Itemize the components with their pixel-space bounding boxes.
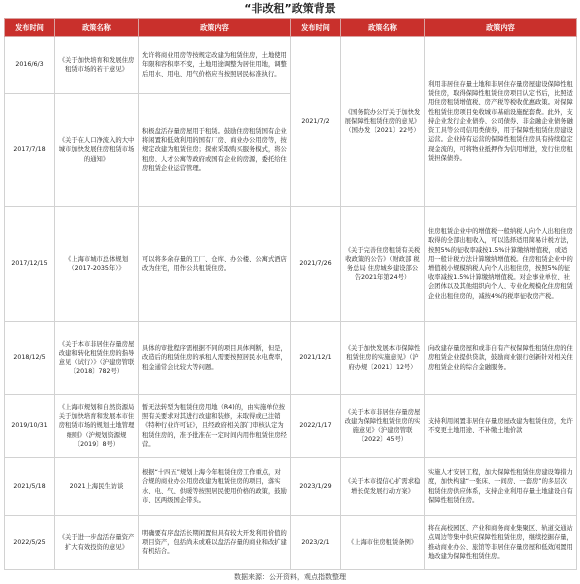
header-right-date: 发布时间 bbox=[291, 19, 341, 37]
right-name-cell: 《关于加快发展本市保障性租赁住房的实施意见》（沪府办规〔2021〕12号） bbox=[341, 322, 425, 395]
header-right-content: 政策内容 bbox=[425, 19, 577, 37]
left-content-cell: 允许将商业用房等按规定改建为租赁住房，土地使用年限和容积率不变，土地用途调整为居住用地，调整后用水、用电、用气价格应当按照居民标准执行。 bbox=[139, 37, 291, 94]
right-date-cell: 2023/1/29 bbox=[291, 458, 341, 516]
left-name-cell: 《关于本市非居住存量房屋改建和转化租赁住房的指导意见（试行）》（沪建房管联〔2018〕782号） bbox=[55, 322, 139, 395]
left-content-cell: 具体的审批程序需根据不同的项目具体判断，但是，改造后的租赁住房的承租人需要按照居民水电费率，租金通常会比较大等问题。 bbox=[139, 322, 291, 395]
table-row bbox=[5, 458, 577, 516]
right-content-cell: 实施人才安居工程，加大保障性租赁住房建设筹措力度，加快构建“一张床、一间房、一套房”的多层次租赁住房供应体系，支持企业利用存量土地建设自有保障性租赁住房。 bbox=[425, 458, 577, 516]
header-right-name: 政策名称 bbox=[341, 19, 425, 37]
right-content-cell: 向改建存量房屋和或非自有产权保障性租赁住房的住房租赁企业提供贷款，鼓励商业银行创新针对相关住房租赁企业的综合金融服务。 bbox=[425, 322, 577, 395]
table-row bbox=[5, 207, 577, 322]
right-content-cell: 支持利用闲置非居住存量房屋改建为租赁住房，允许不变更土地用途、不补缴土地价款 bbox=[425, 395, 577, 458]
left-name-cell: 《上海市规划和自然资源局关于加快培育和发展本市住房租赁市场的规划土地管理细则》（沪规划资源规〔2019〕8号） bbox=[55, 395, 139, 458]
right-date-cell: 2021/7/2 bbox=[291, 37, 341, 207]
right-name-cell: 《关于完善住房租赁有关税收政策的公告》（财政部 税务总局 住房城乡建设部公告2021年第24号） bbox=[341, 207, 425, 322]
left-name-cell: 《关于在人口净流入的大中城市加快发展住房租赁市场的通知》 bbox=[55, 94, 139, 207]
policy-table bbox=[4, 18, 577, 570]
left-date-cell: 2021/5/18 bbox=[5, 458, 55, 516]
header-left-content: 政策内容 bbox=[139, 19, 291, 37]
right-date-cell: 2021/12/1 bbox=[291, 322, 341, 395]
document-title: “非改租”政策背景 bbox=[244, 2, 336, 15]
left-date-cell: 2019/10/31 bbox=[5, 395, 55, 458]
table-header-row bbox=[5, 19, 577, 37]
left-content-cell: 暂无法转型为租赁住房用地（R4)的，由实施单位按照有关要求对其进行改建和装修，未取得或已注销《特种行业许可证》，且经政府相关部门审核认定为租赁住房的，准予批准在一定时间内用作租赁住房经营。 bbox=[139, 395, 291, 458]
left-date-cell: 2017/7/18 bbox=[5, 94, 55, 207]
right-date-cell: 2022/1/17 bbox=[291, 395, 341, 458]
left-name-cell: 2021上海民生访谈 bbox=[55, 458, 139, 516]
table-row bbox=[5, 395, 577, 458]
right-name-cell: 《上海市住房租赁条例》 bbox=[341, 516, 425, 570]
table-row bbox=[5, 322, 577, 395]
left-content-cell: 明确要有序盘活长期闲置但具有较大开发利用价值的项目资产，包括尚未或难以盘活存量的商业和改扩建有机结合。 bbox=[139, 516, 291, 570]
right-content-cell: 将在高校园区、产业和商务商业集聚区、轨道交通站点周边等集中供应保障性租赁住房，继续挖掘存量，推动商业办公、旅馆等非居住存量房屋和低效闲置用地改建为保障性租赁住房。 bbox=[425, 516, 577, 570]
right-name-cell: 《关于本市非居住存量房屋改建为保障性租赁住房的实施意见》（沪建房管联〔2022〕45号） bbox=[341, 395, 425, 458]
header-left-name: 政策名称 bbox=[55, 19, 139, 37]
left-content-cell: 可以将多余存量的工厂、仓库、办公楼、公寓式酒店改为住宅，用作公共租赁住房。 bbox=[139, 207, 291, 322]
right-date-cell: 2023/2/1 bbox=[291, 516, 341, 570]
right-content-cell: 住房租赁企业中的增值税一般纳税人向个人出租住房取得的全部出租收入，可以选择适用简易计税方法，按照5%的征收率减按1.5%计算缴纳增值税，或适用一般计税方法计算缴纳增值税。住房租赁企业中的增值税小规模纳税人向个人出租住房，按照5%的征收率减按1.5%计算缴纳增值税。对企事业单位、社会团体以及其他组织向个人、专业化规模化住房租赁企业出租住房的，减按4%的税率征收房产税。 bbox=[425, 207, 577, 322]
left-date-cell: 2018/12/5 bbox=[5, 322, 55, 395]
header-left-date: 发布时间 bbox=[5, 19, 55, 37]
left-date-cell: 2016/6/3 bbox=[5, 37, 55, 94]
right-name-cell: 《国务院办公厅关于加快发展保障性租赁住房的意见》（国办发〔2021〕22号） bbox=[341, 37, 425, 207]
left-date-cell: 2017/12/15 bbox=[5, 207, 55, 322]
left-date-cell: 2022/5/25 bbox=[5, 516, 55, 570]
left-name-cell: 《上海市城市总体规划（2017-2035年）》 bbox=[55, 207, 139, 322]
left-name-cell: 《关于加快培育和发展住房租赁市场的若干意见》 bbox=[55, 37, 139, 94]
right-name-cell: 《关于本市提信心扩需求稳增长促发展行动方案》 bbox=[341, 458, 425, 516]
left-content-cell: 积极盘活存量房屋用于租赁。鼓励住房租赁国有企业将闲置和低效利用的国有厂房、商业办公用房等，按规定改建为租赁住房；探索采取购买服务模式，将公租房、人才公寓等政府或国有企业的房源，委托给住房租赁企业运营管理。 bbox=[139, 94, 291, 207]
right-content-cell: 利用非居住存量土地和非居住存量房屋建设保障性租赁住房，取得保障性租赁住房项目认定书后，比照适用住房租赁增值税、房产税等税收优惠政策。对保障性租赁住房项目免收城市基础设施配套费。此外，支持企业发行企业债券、公司债券、非金融企业债务融资工具等公司信用类债券，用于保障性租赁住房建设运营。企业持有运营的保障性租赁住房具有持续稳定现金流的，可将物业抵押作为信用增进，发行住房租赁担保债券。 bbox=[425, 37, 577, 207]
data-source-note: 数据来源：公开资料，观点指数整理 bbox=[234, 573, 346, 581]
table-row bbox=[5, 37, 577, 94]
left-content-cell: 根据“十四五”规划上海今年租赁住房工作重点，对合规的商业办公用房改建为租赁住房的项目，落实水、电、气、供暖等按照居民使用价格的政策，鼓励市、区两级国企带头。 bbox=[139, 458, 291, 516]
right-date-cell: 2021/7/26 bbox=[291, 207, 341, 322]
left-name-cell: 《关于进一步盘活存量资产扩大有效投资的意见》 bbox=[55, 516, 139, 570]
table-row bbox=[5, 516, 577, 570]
